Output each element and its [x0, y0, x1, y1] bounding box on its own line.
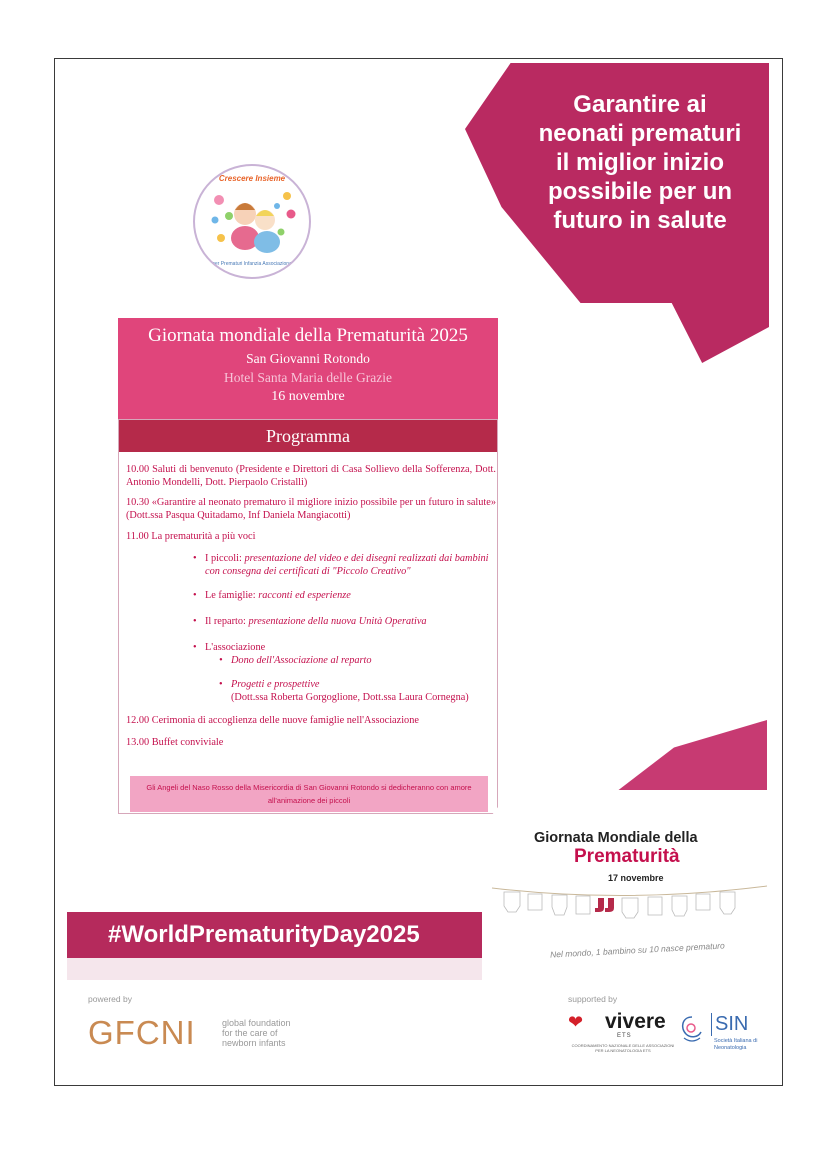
sub-item-famiglie: [205, 589, 495, 602]
program-item: 13.00 Buffet conviviale: [126, 737, 224, 748]
hashtag-shadow: [67, 958, 482, 980]
powered-by-label: powered by: [88, 994, 132, 1004]
program-header: [118, 318, 498, 419]
babies-illustration: [207, 186, 299, 256]
sub-item-piccoli: [205, 552, 495, 578]
sub-item-progetti: [231, 678, 491, 704]
program-hotel: Hotel Santa Maria delle Grazie: [224, 370, 392, 385]
sin-mother-baby-icon: [678, 1014, 706, 1044]
programma-heading: Programma: [119, 420, 497, 452]
vivere-heart-icon: ❤: [568, 1012, 584, 1032]
supported-by-label: supported by: [568, 994, 618, 1004]
program-title: Giornata mondiale della Prematurità 2025: [148, 325, 468, 346]
sub-item-dono: • Dono dell'Associazione al reparto: [231, 654, 491, 667]
slogan: [520, 90, 760, 235]
slogan-line: Garantire ai: [573, 91, 707, 118]
slogan-line: neonati prematuri: [538, 120, 742, 147]
gfcni-logo: GFCNI: [88, 1014, 196, 1051]
program-item: 10.30 «Garantire al neonato prematuro il migliore inizio possibile per un futuro in salute» (Dott.ssa Pasqua Quitadamo, Inf Daniela Mangiacotti): [126, 497, 496, 521]
logo-subtitle: per Prematuri Infanzia Associazione: [212, 261, 292, 267]
vivere-ets: ETS: [617, 1033, 632, 1039]
sub-item-text: presentazione del video e dei disegni realizzati dai bambini con consegna dei certificati di "Piccolo Creativo": [205, 553, 489, 577]
sub-item-reparto: [205, 615, 495, 628]
vivere-subtitle: COORDINAMENTO NAZIONALE DELLE ASSOCIAZIONI PER LA NEONATOLOGIA ETS: [571, 1043, 675, 1053]
logo-title: Crescere Insieme: [218, 174, 286, 183]
program-item: 10.00 Saluti di benvenuto (Presidente e Direttori di Casa Sollievo della Sofferenza, Dott. Antonio Mondelli, Dott. Pierpaolo Cristalli): [126, 464, 496, 488]
program-body: [118, 419, 498, 814]
world-day-highlight: Prematurità: [574, 846, 680, 867]
slogan-line: futuro in salute: [553, 207, 727, 234]
program-item: 11.00 La prematurità a più voci: [126, 531, 256, 542]
sub-item-label: L'associazione: [205, 642, 266, 653]
sub-item-label: Le famiglie:: [205, 590, 256, 601]
slogan-line: il miglior inizio: [556, 149, 724, 176]
program-item: 12.00 Cerimonia di accoglienza delle nuove famiglie nell'Associazione: [126, 715, 419, 726]
program-location: San Giovanni Rotondo: [246, 351, 370, 366]
sub-item-label: Il reparto:: [205, 616, 246, 627]
gfcni-tagline: global foundation for the care of newborn infants: [222, 1018, 291, 1048]
sin-subtitle: Società Italiana di Neonatologia: [714, 1038, 758, 1051]
sin-logo: SIN: [711, 1013, 748, 1036]
hashtag-text: #WorldPrematurityDay2025: [108, 921, 420, 948]
sub-item-text: presentazione della nuova Unità Operativa: [248, 616, 427, 627]
sub-item-label: • Progetti e prospettive: [231, 679, 320, 690]
world-day-date: 17 novembre: [608, 873, 664, 883]
slogan-line: possibile per un: [547, 178, 733, 205]
clothesline-illustration: [482, 880, 772, 940]
program-date: 16 novembre: [271, 389, 345, 404]
association-logo: [193, 164, 311, 279]
sub-item-text: (Dott.ssa Roberta Gorgoglione, Dott.ssa Laura Cornegna): [231, 692, 469, 703]
world-day-footer: Nel mondo, 1 bambino su 10 nasce prematuro: [549, 940, 725, 960]
sub-item-text: racconti ed esperienze: [258, 590, 351, 601]
vivere-logo: vivere: [605, 1010, 666, 1033]
sub-item-associazione: [205, 641, 495, 654]
world-day-title: Giornata Mondiale della: [534, 830, 698, 846]
angeli-note: Gli Angeli del Naso Rosso della Misericordia di San Giovanni Rotondo si dedicheranno con amore all'animazione dei piccoli: [130, 776, 488, 812]
sub-item-label: I piccoli:: [205, 553, 242, 564]
